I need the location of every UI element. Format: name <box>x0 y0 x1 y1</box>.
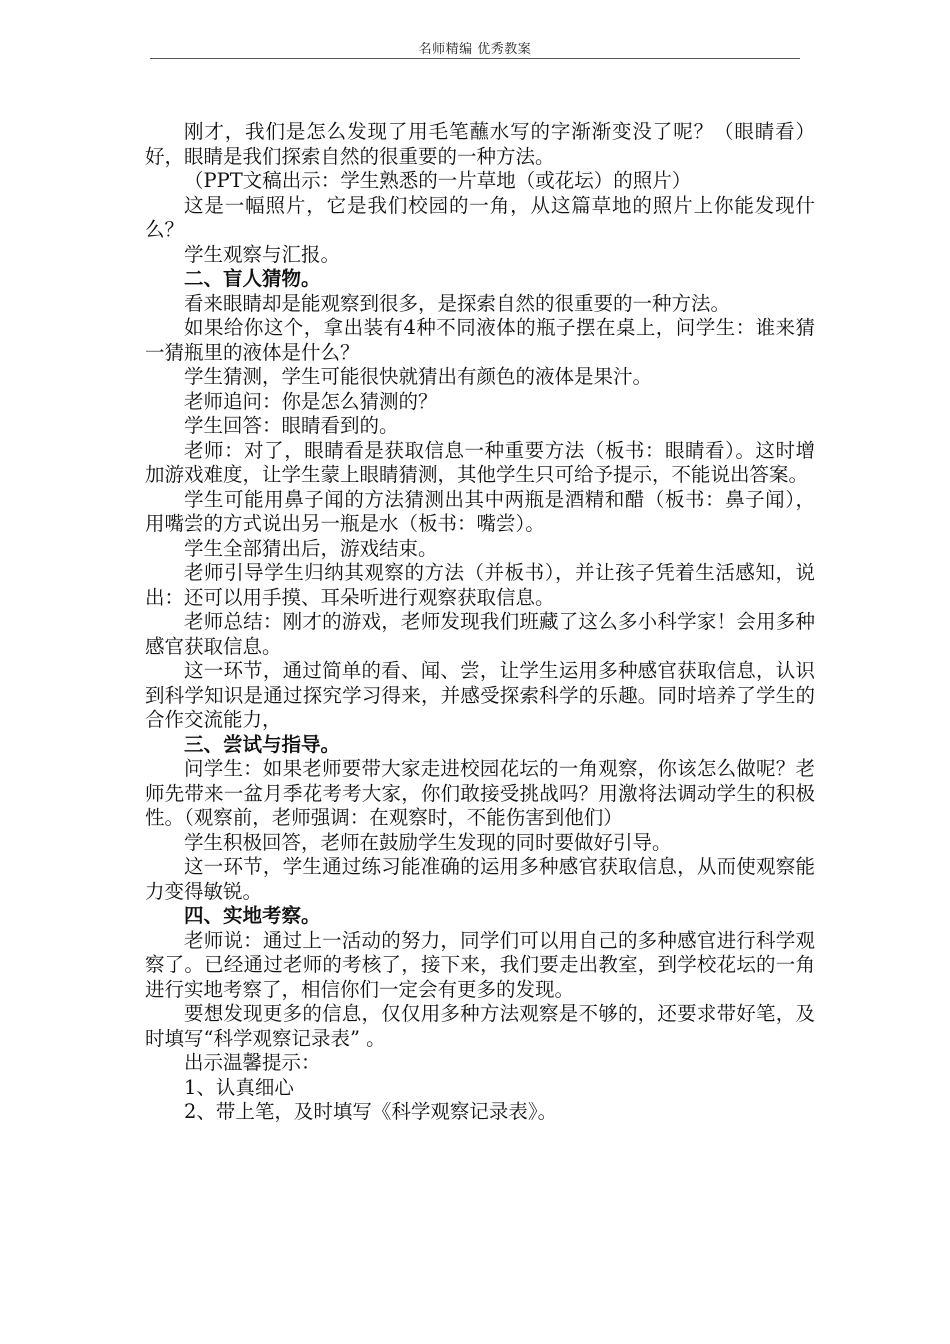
list-item: 1、认真细心 <box>184 1075 294 1099</box>
header-rule <box>150 58 800 59</box>
paragraph: 刚才，我们是怎么发现了用毛笔蘸水写的字渐渐变没了呢？（眼睛看）好，眼睛是我们探索自然的很重要的一种方法。 <box>145 120 815 168</box>
paragraph: 这一环节，通过简单的看、闻、尝，让学生运用多种感官获取信息，认识到科学知识是通过探究学习得来，并感受探索科学的乐趣。同时培养了学生的合作交流能力， <box>145 659 815 731</box>
paragraph: 学生全部猜出后，游戏结束。 <box>184 536 438 560</box>
paragraph: 老师：对了，眼睛看是获取信息一种重要方法（板书：眼睛看）。这时增加游戏难度，让学生蒙上眼睛猜测，其他学生只可给予提示，不能说出答案。 <box>145 438 815 486</box>
page-header: 名师精编 优秀教案 <box>418 42 532 57</box>
section-heading: 三、尝试与指导。 <box>184 732 341 756</box>
paragraph: 问学生：如果老师要带大家走进校园花坛的一角观察，你该怎么做呢？老师先带来一盆月季花考考大家，你们敢接受挑战吗？用激将法调动学生的积极性。（观察前，老师强调：在观察时，不能伤害到他们） <box>145 757 815 829</box>
paragraph: （PPT文稿出示：学生熟悉的一片草地（或花坛）的照片） <box>184 169 692 192</box>
paragraph: 学生观察与汇报。 <box>184 242 341 266</box>
paragraph: 如果给你这个，拿出装有4种不同液体的瓶子摆在桌上，问学生：谁来猜一猜瓶里的液体是什么？ <box>145 316 815 364</box>
paragraph: 学生猜测，学生可能很快就猜出有颜色的液体是果汁。 <box>184 365 653 388</box>
paragraph: 看来眼睛却是能观察到很多，是探索自然的很重要的一种方法。 <box>184 291 731 315</box>
list-item: 2、带上笔，及时填写《科学观察记录表》。 <box>184 1100 558 1123</box>
paragraph: 学生可能用鼻子闻的方法猜测出其中两瓶是酒精和醋（板书：鼻子闻），用嘴尝的方式说出另一瓶是水（板书：嘴尝）。 <box>145 487 815 535</box>
paragraph: 老师引导学生归纳其观察的方法（并板书），并让孩子凭着生活感知，说出：还可以用手摸、耳朵听进行观察获取信息。 <box>145 561 815 609</box>
paragraph: 老师说：通过上一活动的努力，同学们可以用自己的多种感官进行科学观察了。已经通过老师的考核了，接下来，我们要走出教室，到学校花坛的一角进行实地考察了，相信你们一定会有更多的发现。 <box>145 928 815 1001</box>
document-body <box>145 120 815 1125</box>
paragraph: 出示温馨提示： <box>184 1051 321 1074</box>
paragraph: 老师追问：你是怎么猜测的？ <box>184 389 438 413</box>
paragraph: 要想发现更多的信息，仅仅用多种方法观察是不够的，还要求带好笔，及时填写“科学观察记录表” 。 <box>145 1002 815 1050</box>
paragraph: 老师总结：刚才的游戏，老师发现我们班藏了这么多小科学家！会用多种感官获取信息。 <box>145 610 815 658</box>
paragraph: 学生积极回答，老师在鼓励学生发现的同时要做好引导。 <box>184 830 672 854</box>
paragraph: 这一环节，学生通过练习能准确的运用多种感官获取信息，从而使观察能力变得敏锐。 <box>145 855 815 903</box>
section-heading: 二、盲人猜物。 <box>184 267 321 290</box>
paragraph: 这是一幅照片，它是我们校园的一角，从这篇草地的照片上你能发现什么？ <box>145 193 815 241</box>
section-heading: 四、实地考察。 <box>184 904 321 927</box>
paragraph: 学生回答：眼睛看到的。 <box>184 414 399 437</box>
